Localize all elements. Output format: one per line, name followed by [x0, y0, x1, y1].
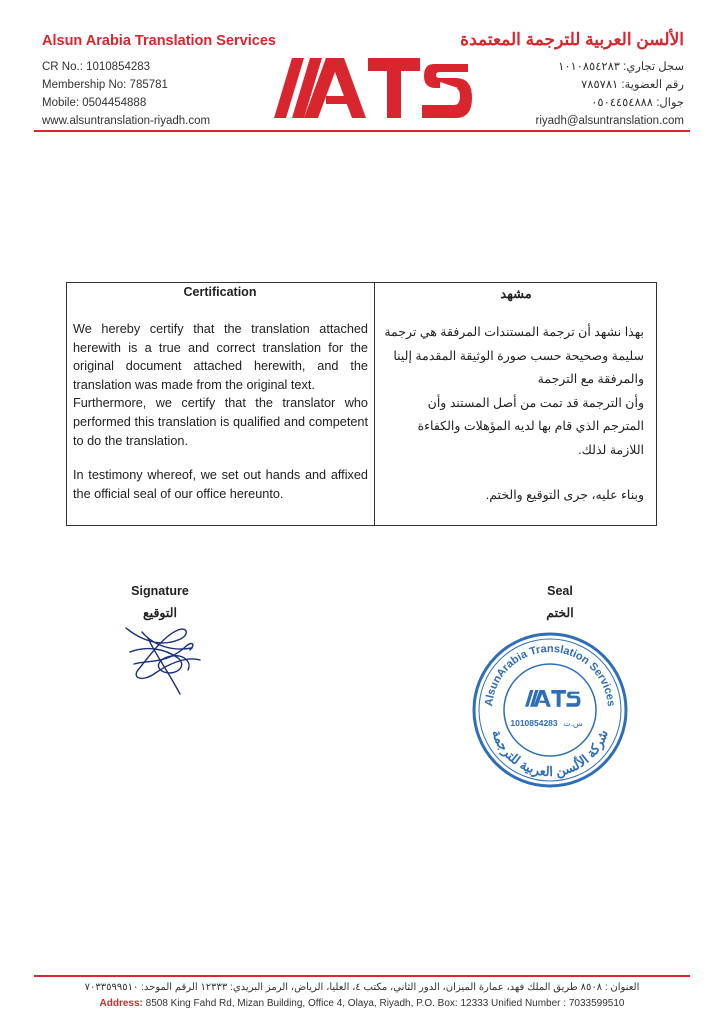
certification-paragraph-1-en: We hereby certify that the translation attached herewith is a true and correct translation for the original document attached herewith, and the translation was made from the original text.: [73, 322, 368, 392]
footer-address-text: 8508 King Fahd Rd, Mizan Building, Office 4, Olaya, Riyadh, P.O. Box: 12333 Unified Number : 7033599510: [145, 998, 625, 1009]
seal-ring-text-ar: شركة الألسن العربية للترجمة: [489, 727, 611, 780]
certification-title-ar: مشهد: [500, 286, 532, 301]
company-name-ar: الألسن العربية للترجمة المعتمدة: [460, 30, 684, 49]
certification-text-ar: [384, 321, 644, 508]
seal-label-ar: الختم: [546, 606, 574, 620]
certification-title-en: Certification: [183, 285, 257, 299]
email-link[interactable]: riyadh@alsuntranslation.com: [535, 115, 684, 127]
membership-number-ar: رقم العضوية: ٧٨٥٧٨١: [581, 79, 684, 91]
certification-paragraph-2-ar: وأن الترجمة قد تمت من أصل المستند وأن المترجم الذي قام بها لديه المؤهلات والكفاءة اللازمة لذلك.: [417, 395, 644, 457]
footer-address-label: Address:: [99, 998, 143, 1009]
membership-number-en: Membership No: 785781: [42, 79, 168, 91]
logo-text: ATS: [256, 58, 258, 59]
seal-number: 1010854283: [510, 718, 558, 728]
mobile-number-ar: جوال: ٠٥٠٤٤٥٤٨٨٨: [591, 97, 684, 109]
contact-info-ar: [536, 58, 684, 130]
certification-paragraph-3-en: In testimony whereof, we set out hands and affixed the official seal of our office hereunto.: [73, 468, 368, 501]
cr-number-ar: سجل تجاري: ١٠١٠٨٥٤٢٨٣: [558, 61, 684, 73]
mobile-number-en: Mobile: 0504454888: [42, 97, 147, 109]
footer-address-ar: العنوان : ٨٥٠٨ طريق الملك فهد، عمارة الميزان، الدور الثاني، مكتب ٤، العليا، الرياض، الرمز البريدي: ١٢٣٣٣ الرقم الموحد: ٧٠٣٣٥٩٩٥١٠: [84, 982, 640, 993]
certification-paragraph-2-en: Furthermore, we certify that the translator who performed this translation is qualified and competent to do the translation.: [73, 396, 368, 448]
seal-ring-text-en: AlsunArabia Translation Services: [483, 642, 617, 708]
certification-column-divider: [374, 282, 375, 526]
footer-divider: [34, 975, 690, 977]
header-divider: [34, 130, 690, 132]
company-name-en: Alsun Arabia Translation Services: [42, 33, 276, 49]
footer-address-en: [60, 998, 664, 1009]
official-seal: [470, 630, 630, 790]
handwritten-signature: [118, 618, 208, 698]
certification-paragraph-1-ar: بهذا نشهد أن ترجمة المستندات المرفقة هي ترجمة سليمة وصحيحة حسب صورة الوثيقة المقدمة إلينا والمرفقة مع الترجمة: [384, 325, 644, 386]
contact-info-en: [42, 58, 210, 130]
certification-paragraph-3-ar: وبناء عليه، جرى التوقيع والختم.: [485, 488, 644, 502]
cr-number-en: CR No.: 1010854283: [42, 61, 151, 73]
website-link[interactable]: www.alsuntranslation-riyadh.com: [42, 115, 211, 127]
ats-logo: [256, 58, 472, 118]
certification-text-en: [73, 320, 368, 503]
seal-label-en: Seal: [547, 584, 573, 598]
seal-cr-label: س.ت: [563, 719, 583, 728]
signature-label-en: Signature: [131, 584, 189, 598]
signature-label-ar: التوقيع: [143, 606, 177, 620]
